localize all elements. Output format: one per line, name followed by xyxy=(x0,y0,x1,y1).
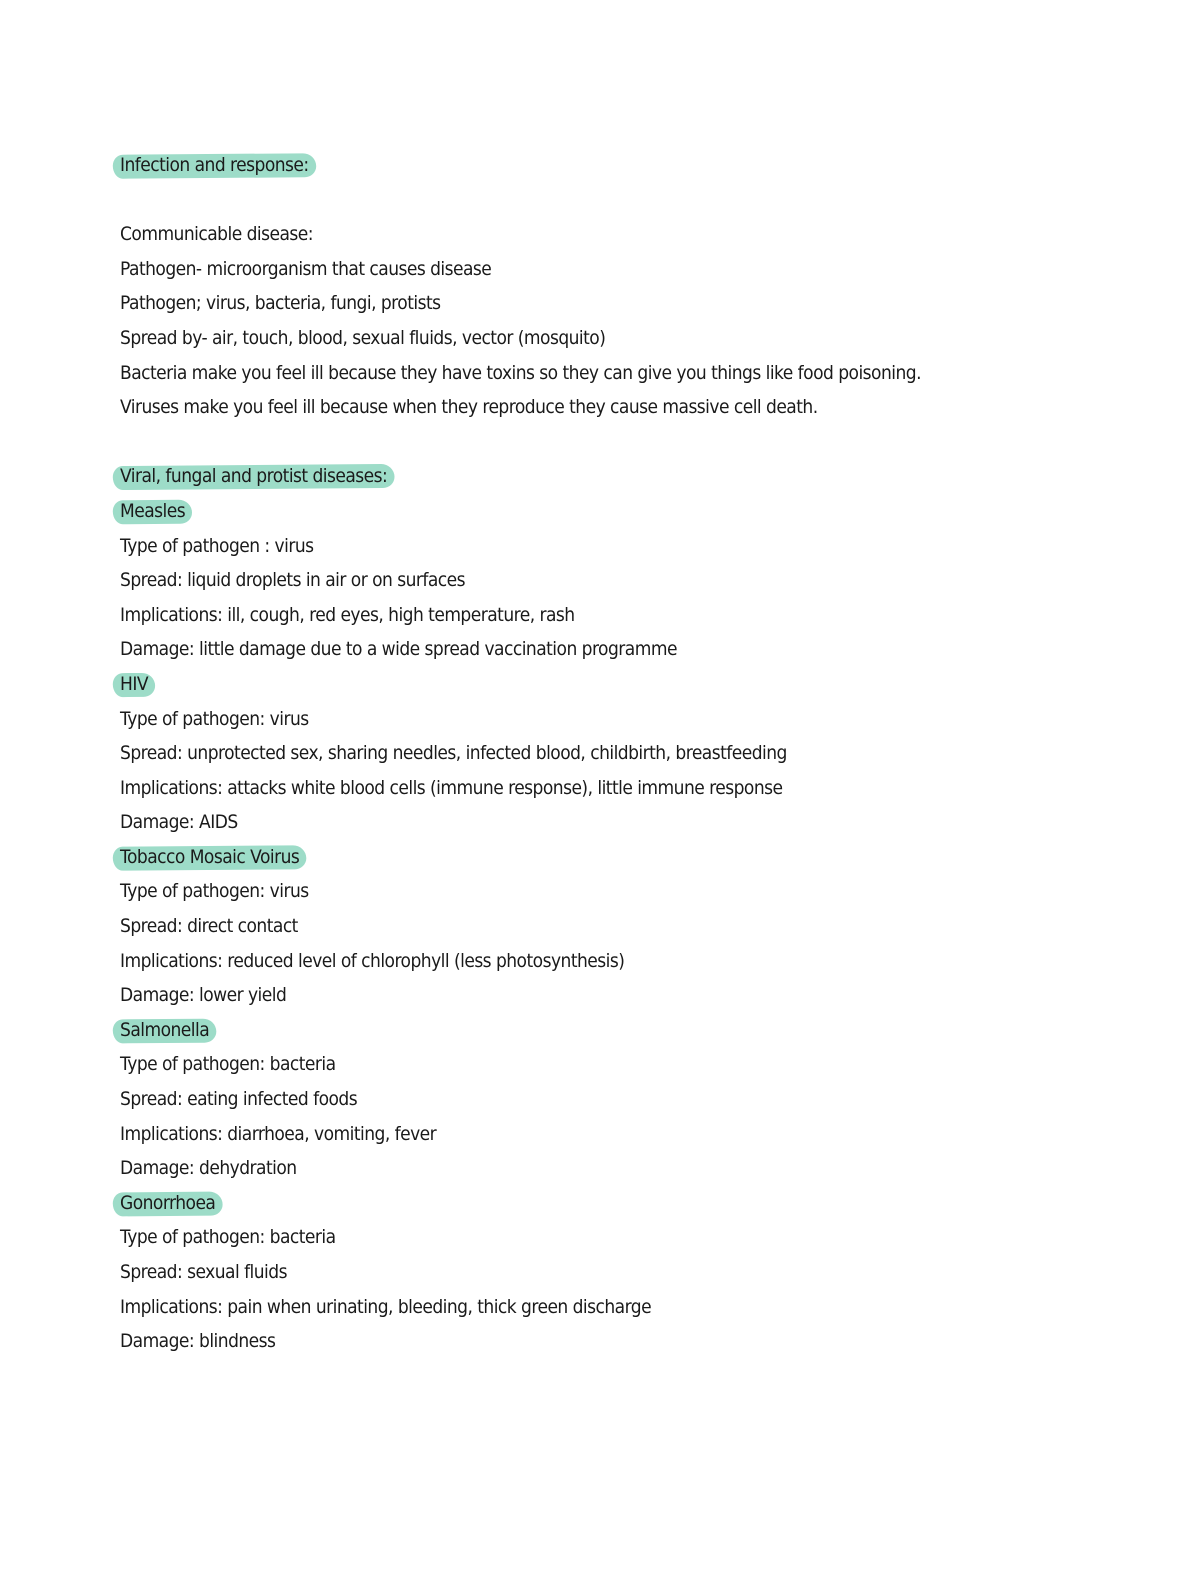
disease-name-gonorrhoea: Gonorrhoea xyxy=(120,1191,216,1214)
disease-detail-line: Spread: liquid droplets in air or on surfaces xyxy=(120,569,465,592)
disease-detail-line: Implications: diarrhoea, vomiting, fever xyxy=(120,1122,437,1145)
section-heading-highlight xyxy=(120,459,387,494)
spacer xyxy=(120,425,1080,460)
intro-line: Spread by- air, touch, blood, sexual fluids, vector (mosquito) xyxy=(120,326,606,349)
disease-name-salmonella: Salmonella xyxy=(120,1018,210,1041)
disease-detail-line: Damage: blindness xyxy=(120,1330,276,1353)
disease-heading-line xyxy=(120,840,984,875)
disease-detail-line: Type of pathogen: bacteria xyxy=(120,1226,336,1249)
disease-detail-line: Type of pathogen: virus xyxy=(120,880,309,903)
disease-detail-line: Type of pathogen: bacteria xyxy=(120,1053,336,1076)
disease-heading-highlight xyxy=(120,1013,209,1048)
disease-name-measles: Measles xyxy=(120,499,186,522)
intro-line: Pathogen- microorganism that causes disease xyxy=(120,257,492,280)
document-title: Infection and response: xyxy=(120,154,309,176)
disease-detail-line: Spread: sexual fluids xyxy=(120,1261,287,1283)
document-title-highlight xyxy=(120,148,309,183)
disease-name-hiv: HIV xyxy=(120,672,148,695)
disease-detail-line: Damage: dehydration xyxy=(120,1157,297,1180)
intro-line: Communicable disease: xyxy=(120,223,313,246)
disease-heading-highlight xyxy=(120,840,299,875)
document-page xyxy=(120,148,1080,1359)
disease-heading-highlight xyxy=(120,667,148,702)
disease-heading-line xyxy=(120,1013,984,1048)
disease-detail-line: Implications: ill, cough, red eyes, high temperature, rash xyxy=(120,603,575,626)
disease-detail-line: Implications: attacks white blood cells (immune response), little immune response xyxy=(120,776,783,799)
disease-heading-highlight xyxy=(120,1186,215,1221)
disease-detail-line: Spread: unprotected sex, sharing needles, infected blood, childbirth, breastfeeding xyxy=(120,742,787,765)
section-heading-line xyxy=(120,459,984,494)
disease-detail-line: Spread: eating infected foods xyxy=(120,1088,358,1111)
intro-line: Pathogen; virus, bacteria, fungi, protists xyxy=(120,292,441,315)
disease-detail-line: Type of pathogen: virus xyxy=(120,707,309,730)
section-heading: Viral, fungal and protist diseases: xyxy=(120,465,388,488)
intro-line: Bacteria make you feel ill because they have toxins so they can give you things like food poisoning. xyxy=(120,361,921,384)
disease-name-tobacco-mosaic-virus: Tobacco Mosaic Voirus xyxy=(120,845,300,868)
document-title-line xyxy=(120,148,984,183)
spacer xyxy=(120,183,1080,218)
disease-heading-line xyxy=(120,667,984,702)
disease-detail-line: Damage: little damage due to a wide spread vaccination programme xyxy=(120,638,677,661)
disease-detail-line: Damage: AIDS xyxy=(120,811,238,834)
disease-heading-line xyxy=(120,494,984,529)
disease-heading-line xyxy=(120,1186,984,1221)
disease-detail-line: Spread: direct contact xyxy=(120,915,298,938)
disease-detail-line: Implications: reduced level of chlorophyll (less photosynthesis) xyxy=(120,949,625,972)
disease-detail-line: Implications: pain when urinating, bleeding, thick green discharge xyxy=(120,1295,652,1318)
disease-detail-line: Type of pathogen : virus xyxy=(120,534,314,557)
disease-detail-line: Damage: lower yield xyxy=(120,984,287,1007)
disease-heading-highlight xyxy=(120,494,185,529)
intro-line: Viruses make you feel ill because when they reproduce they cause massive cell death. xyxy=(120,396,818,419)
